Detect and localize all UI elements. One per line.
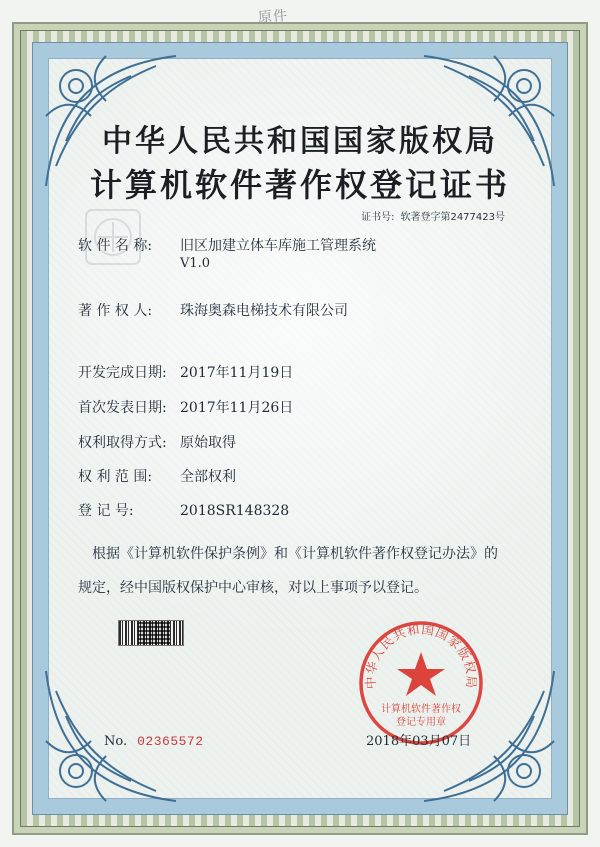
publication-date-value: 2017年11月26日 (180, 400, 294, 416)
issuing-authority-title: 中华人民共和国国家版权局 (102, 124, 498, 159)
registration-number-label: 登 记 号: (78, 503, 134, 519)
software-version: V1.0 (180, 256, 211, 271)
statement-line-2: 规定，经中国版权保护中心审核，对以上事项予以登记。 (78, 580, 428, 596)
copyright-owner-row (78, 300, 348, 320)
statement-line-1: 根据《计算机软件保护条例》和《计算机软件著作权登记办法》的 (92, 546, 498, 562)
copyright-owner-label: 著 作 权 人: (78, 303, 153, 319)
certificate-number-label: 证书号: (361, 212, 395, 223)
registration-number-row (78, 500, 289, 520)
issue-date: 2018年03月07日 (366, 734, 472, 749)
publication-date-row (78, 397, 293, 417)
official-seal-icon (356, 618, 486, 748)
seal-inner-line-2: 登记专用章 (396, 717, 446, 728)
rights-scope-value: 全部权利 (180, 469, 236, 485)
seal-inner-line-1: 计算机软件著作权 (381, 704, 461, 715)
rights-scope-label: 权 利 范 围: (78, 469, 153, 485)
publication-date-label: 首次发表日期: (78, 400, 167, 416)
development-date-row (78, 362, 293, 382)
certificate-number-value: 软著登字第2477423号 (400, 212, 505, 223)
development-date-label: 开发完成日期: (78, 365, 167, 381)
serial-number-value: 02365572 (137, 734, 204, 749)
certificate-title: 计算机软件著作权登记证书 (89, 166, 510, 204)
handwritten-note: 原件 (257, 7, 289, 27)
software-name-label: 软 件 名 称: (78, 238, 153, 254)
registration-number-value: 2018SR148328 (180, 503, 290, 519)
software-name-value: 旧区加建立体车库施工管理系统 (180, 238, 376, 254)
development-date-value: 2017年11月19日 (180, 365, 294, 381)
qr-code-icon (138, 620, 170, 644)
certificate-number (361, 208, 505, 223)
serial-number-label: No. (104, 734, 128, 749)
copyright-owner-value: 珠海奥森电梯技术有限公司 (180, 303, 348, 319)
serial-number (104, 734, 204, 749)
acquisition-method-value: 原始取得 (180, 435, 236, 451)
rights-scope-row (78, 466, 236, 486)
seal-ring-text: 中华人民共和国国家版权局 (362, 621, 480, 690)
acquisition-method-row (78, 432, 236, 452)
acquisition-method-label: 权利取得方式: (78, 435, 167, 451)
software-name-row (78, 235, 376, 255)
